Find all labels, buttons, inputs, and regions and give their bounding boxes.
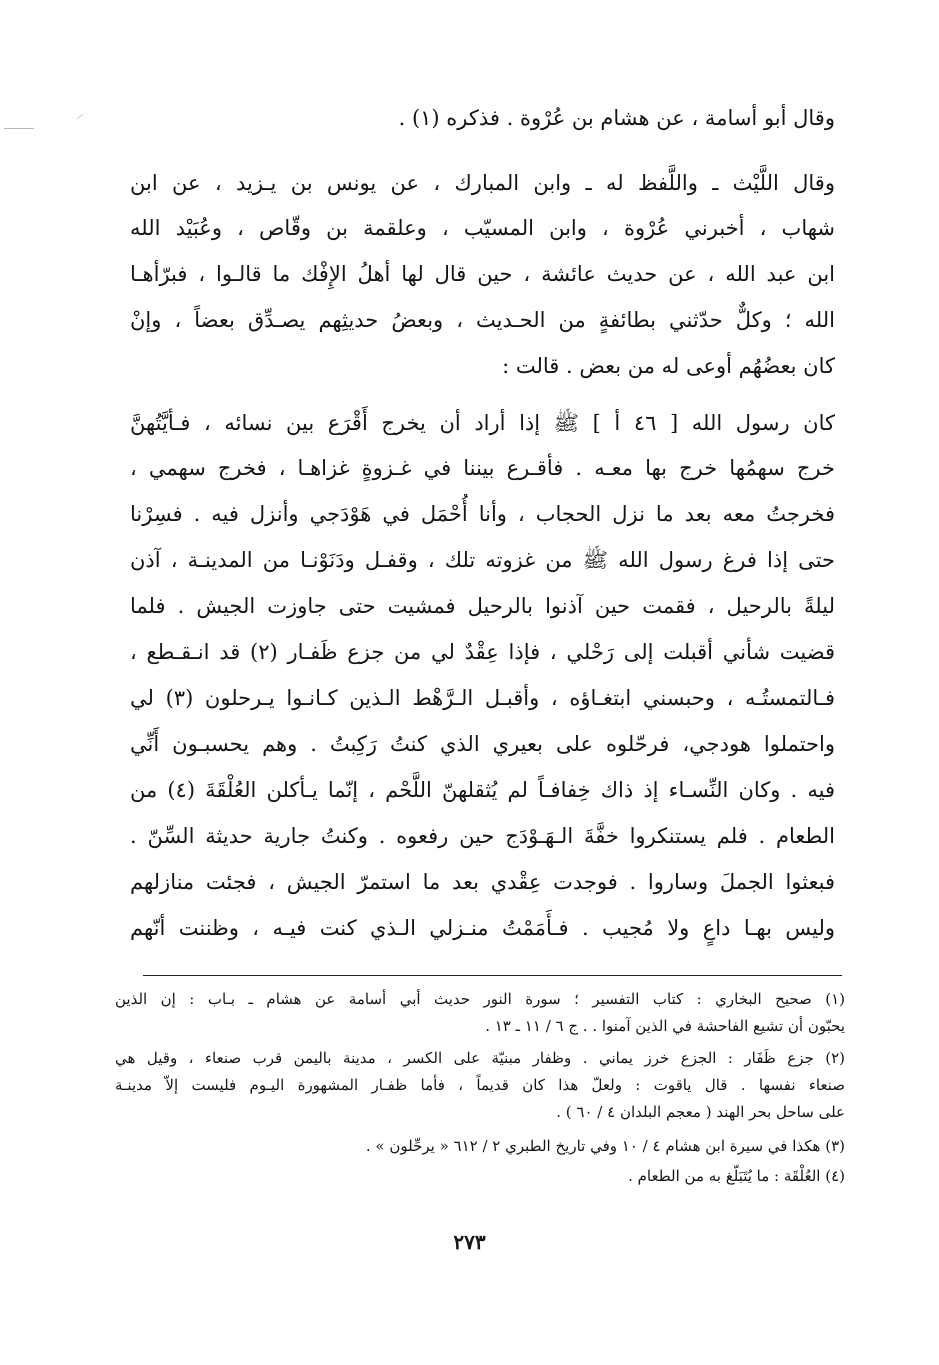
text-line: فخرجتُ معه بعد ما نزل الحجاب ، وأنا أُحْمَل في هَوْدَجي وأنزل فيه . فسِرْنا	[130, 502, 835, 526]
footnote-line: (٤) العُلْقَة : ما يُتَبَلّغ به من الطعام .	[628, 1167, 845, 1185]
footnote-line: (٣) هكذا في سيرة ابن هشام ٤ / ١٠ وفي تاريخ الطبري ٢ / ٦١٢ « يرحِّلون » .	[365, 1137, 845, 1155]
footnote-separator	[143, 975, 842, 976]
text-line: وقال اللَّيْث ـ واللَّفظ له ـ وابن المبارك ، عن يونس بن يـزيد ، عن ابن	[130, 171, 835, 195]
text-line: الطعام . فلم يستنكروا خفَّةَ الـهَـوْدَج حين رفعوه . وكنتُ جارية حديثة السِّنّ .	[130, 824, 835, 848]
text-line: واحتملوا هودجي، فرحّلوه على بعيري الذي كنتُ رَكِبتُ . وهم يحسبـون أَنِّي	[130, 732, 835, 756]
text-line: خرج سهمُها خرج بها معـه . فأقـرع بيننا في غـزوةٍ غزاهـا ، فخرج سهمي ،	[130, 456, 835, 480]
text-line: الله ؛ وكلٌّ حدّثني بطائفةٍ من الحـديث ، وبعضُ حديثِهم يصـدِّق بعضاً ، وإنْ	[130, 308, 835, 332]
page-number: ٢٧٣	[453, 1230, 486, 1254]
footnote-line: (٢) جزع ظَفَار : الجزع خرز يماني . وظفار مبنيّة على الكسر ، مدينة باليمن قرب صنعاء ، وقيل هي	[115, 1049, 845, 1067]
footnote-line: صنعاء نفسها . قال ياقوت : ولعلّ هذا كان قديماً ، فأما ظفـار المشهورة اليـوم فليست إلاّ مدينـة	[115, 1076, 845, 1094]
text-line: كان بعضُهُم أوعى له من بعض . قالت :	[502, 354, 835, 378]
text-line: كان رسول الله [ ٤٦ أ ] ﷺ إذا أراد أن يخرج أَقْرَع بين نسائه ، فـأيَّتُهنَّ	[130, 411, 835, 435]
text-line: ابن عبد الله ، عن حديث عائشة ، حين قال لها أهلُ الإِفْك ما قالـوا ، فبرّأهـا	[130, 262, 835, 286]
text-line: وليس بهـا داعٍ ولا مُجيب . فـأَمَمْتُ منـزلي الـذي كنت فيـه ، وظننت أنّهم	[130, 916, 835, 940]
footnote-line: على ساحل بحر الهند ( معجم البلدان ٤ / ٦٠ ) .	[556, 1103, 845, 1121]
text-line: فيه . وكان النِّسـاء إذ ذاك خِفافـاً لم يُثقلهنّ اللَّحْم ، إنّما يـأكلن العُلْقَةَ (٤) من	[130, 778, 835, 802]
text-line: شهاب ، أخبرني عُرْوة ، وابن المسيّب ، وعلقمة بن وقّاص ، وعُبَيْد الله	[130, 216, 835, 240]
scan-artifact-mark	[76, 114, 83, 119]
text-line: وقال أبو أسامة ، عن هشام بن عُرْوة . فذكره (١) .	[398, 106, 835, 130]
text-line: ليلةً بالرحيل ، فقمت حين آذنوا بالرحيل فمشيت حتى جاوزت الجيش . فلما	[130, 594, 835, 618]
text-line: فـالتمستُـه ، وحبسني ابتغـاؤه ، وأقبـل الـرَّهْط الـذين كـانـوا يـرحلون (٣) لي	[130, 686, 835, 710]
scan-artifact-mark	[4, 128, 34, 129]
footnote-line: يحبّون أن تشيع الفاحشة في الذين آمنوا . . ج ٦ / ١١ ـ ١٣ .	[485, 1017, 845, 1035]
text-line: حتى إذا فرغ رسول الله ﷺ من غزوته تلك ، وقفـل ودَنَوْنـا من المدينـة ، آذن	[130, 548, 835, 572]
footnote-line: (١) صحيح البخاري : كتاب التفسير ؛ سورة النور حديث أبي أسامة عن هشام ـ بـاب : إن الذين	[115, 990, 845, 1008]
text-line: قضيت شأني أقبلت إلى رَحْلي ، فإذا عِقْدٌ لي من جزع ظَفـار (٢) قد انـقـطع ،	[130, 640, 835, 664]
text-line: فبعثوا الجملَ وساروا . فوجدت عِقْدي بعد ما استمرّ الجيش ، فجئت منازلهم	[130, 870, 835, 894]
